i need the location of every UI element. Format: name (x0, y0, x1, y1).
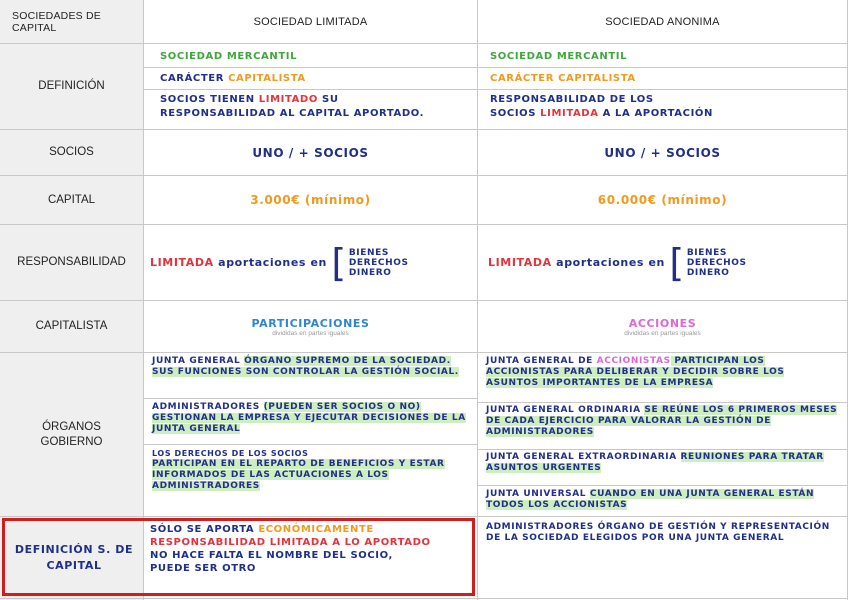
grid-hline (0, 598, 848, 599)
sl-definicion-caracter: CARÁCTER CAPITALISTA (160, 73, 306, 84)
row-label-socios: SOCIOS (49, 146, 94, 158)
sl-definicion-socios: SOCIOS TIENEN LIMITADO SU (160, 94, 339, 105)
brace-icon: [ (669, 240, 685, 285)
grid-hline-inner (144, 444, 477, 445)
sl-capitalista: PARTICIPACIONES divididas en partes iguales (251, 316, 370, 337)
sa-resp-list: BIENES DERECHOS DINERO (686, 247, 747, 278)
sa-definicion-limitada: SOCIOS LIMITADA A LA APORTACIÓN (490, 108, 713, 119)
definicion-sc-label: DEFINICIÓN S. DE CAPITAL (14, 543, 134, 572)
sa-definicion-caracter: CARÁCTER CAPITALISTA (490, 73, 636, 84)
header-label-text: SOCIEDADES DE CAPITAL (12, 9, 101, 34)
grid-hline-inner (478, 485, 847, 486)
header-sociedad-anonima: SOCIEDAD ANONIMA (605, 15, 720, 28)
grid-hline-inner (144, 398, 477, 399)
sl-resp-list: BIENES DERECHOS DINERO (348, 247, 409, 278)
sa-organo-junta-ordinaria: JUNTA GENERAL ORDINARIA SE REÚNE LOS 6 PRIMEROS MESES DE CADA EJERCICIO PARA VALORAR LA GESTIÓN DE ADMINISTRADORES (486, 405, 838, 437)
sa-definicion-responsabilidad: RESPONSABILIDAD DE LOS (490, 94, 654, 105)
row-label-capital: CAPITAL (47, 193, 96, 206)
sa-organo-junta-extraordinaria: JUNTA GENERAL EXTRAORDINARIA REUNIONES PARA TRATAR ASUNTOS URGENTES (486, 452, 824, 473)
definicion-sc-text: SÓLO SE APORTA ECONÓMICAMENTE RESPONSABILIDAD LIMITADA A LO APORTADO NO HACE FALTA EL NOMBRE DEL SOCIO, PUEDE SER OTRO (150, 524, 431, 574)
row-label-definicion: DEFINICIÓN (38, 80, 105, 92)
sl-definicion-mercantil: SOCIEDAD MERCANTIL (160, 51, 298, 62)
sl-definicion-responsabilidad: RESPONSABILIDAD AL CAPITAL APORTADO. (160, 108, 425, 119)
sl-socios: UNO / + SOCIOS (252, 145, 369, 160)
header-sociedad-limitada: SOCIEDAD LIMITADA (253, 15, 368, 28)
sa-responsabilidad: LIMITADA aportaciones en [ BIENES DERECHOS DINERO (488, 240, 747, 285)
header-label-column (0, 0, 143, 43)
grid-hline-inner (478, 449, 847, 450)
sl-responsabilidad: LIMITADA aportaciones en [ BIENES DERECHOS DINERO (150, 240, 409, 285)
sa-capitalista: ACCIONES divididas en partes iguales (624, 316, 701, 337)
row-label-organos: ÓRGANOS GOBIERNO (40, 420, 103, 448)
sa-definicion-mercantil: SOCIEDAD MERCANTIL (490, 51, 628, 62)
sa-organo-junta-universal: JUNTA UNIVERSAL CUANDO EN UNA JUNTA GENERAL ESTÁN TODOS LOS ACCIONISTAS (486, 489, 815, 510)
row-label-responsabilidad: RESPONSABILIDAD (17, 256, 126, 268)
grid-hline-inner (478, 402, 847, 403)
grid-hline-inner (144, 67, 847, 68)
grid-hline-inner (144, 89, 847, 90)
sl-organo-junta-general: JUNTA GENERAL ÓRGANO SUPREMO DE LA SOCIEDAD. SUS FUNCIONES SON CONTROLAR LA GESTIÓN SOCIAL. (152, 356, 459, 377)
sl-organo-derechos-socios: LOS DERECHOS DE LOS SOCIOS PARTICIPAN EN EL REPARTO DE BENEFICIOS Y ESTAR INFORMADOS DE LAS ACTUACIONES A LOS ADMINISTRADORES (152, 449, 445, 491)
brace-icon: [ (331, 240, 347, 285)
sa-organo-administradores: ADMINISTRADORES ÓRGANO DE GESTIÓN Y REPRESENTACIÓN DE LA SOCIEDAD ELEGIDOS POR UNA JUNTA GENERAL (486, 522, 830, 543)
sa-organo-junta-accionistas: JUNTA GENERAL DE ACCIONISTAS PARTICIPAN LOS ACCIONISTAS PARA DELIBERAR Y DECIDIR SOBRE LOS ASUNTOS IMPORTANTES DE LA EMPRESA (486, 356, 785, 388)
sl-capital: 3.000€ (mínimo) (250, 193, 371, 207)
grid-hline (0, 516, 848, 517)
sa-socios: UNO / + SOCIOS (604, 145, 721, 160)
sl-organo-administradores: ADMINISTRADORES (PUEDEN SER SOCIOS O NO) GESTIONAN LA EMPRESA Y EJECUTAR DECISIONES DE LA JUNTA GENERAL (152, 402, 466, 434)
row-label-capitalista: CAPITALISTA (35, 320, 108, 332)
sa-capital: 60.000€ (mínimo) (597, 193, 728, 207)
